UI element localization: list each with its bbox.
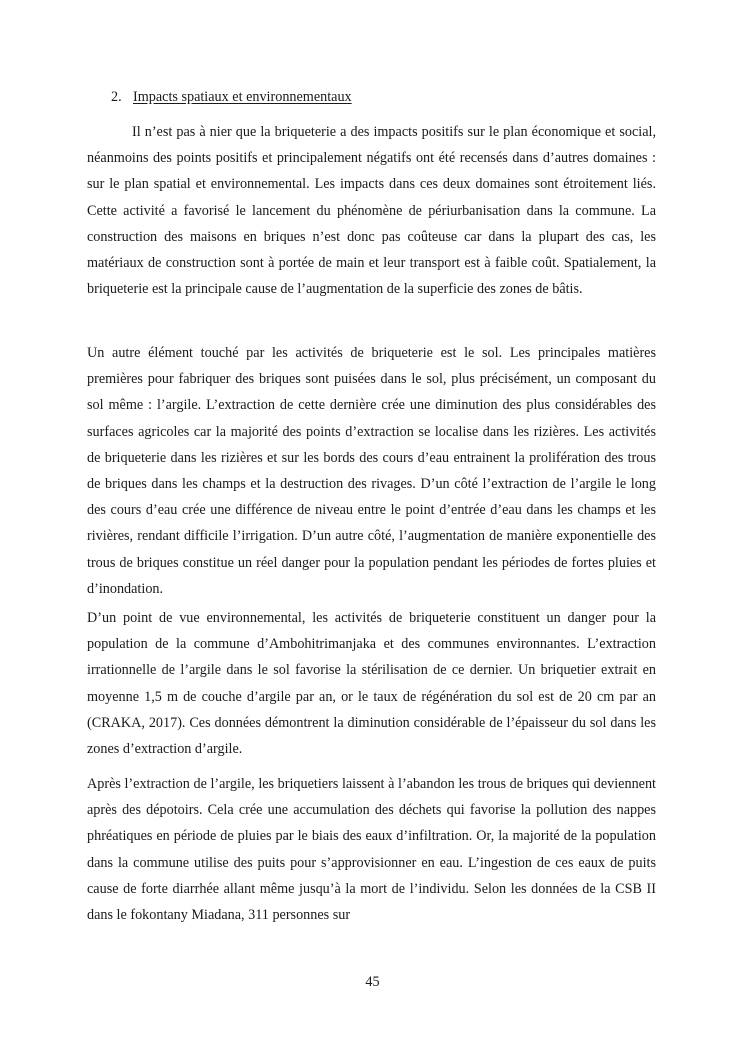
paragraph-environmental-impacts [87,605,656,762]
page-number: 45 [365,974,380,990]
paragraph-spatial-impacts [87,119,656,302]
section-heading [111,89,352,106]
paragraph-water-pollution [87,771,656,928]
paragraph-text: Un autre élément touché par les activités de briqueterie est le sol. Les principales matières premières pour fabriquer des briques sont puisées dans le sol, plus précisément, un composant du sol même : l’argile. L’extraction de cette dernière crée une diminution des plus considérables des surfaces agricoles car la majorité des points d’extraction se localise dans les rizières. Les activités de briqueterie dans les rizières et sur les bords des cours d’eau entrainent la prolifération des trous de briques dans les champs et la destruction des rivages. D’un côté l’extraction de l’argile le long des cours d’eau crée une différence de niveau entre le point d’entrée d’eau dans les champs et les rivières, rendant difficile l’irrigation. D’un autre côté, l’augmentation de manière exponentielle des trous de briques constitue un réel danger pour la population pendant les périodes de fortes pluies et d’inondation. [87,345,656,597]
paragraph-text: D’un point de vue environnemental, les activités de briqueterie constituent un danger pour la population de la commune d’Ambohitrimanjaka et des communes environnantes. L’extraction irrationnelle de l’argile dans le sol favorise la stérilisation de ce dernier. Un briquetier extrait en moyenne 1,5 m de couche d’argile par an, or le taux de régénération du sol est de 20 cm par an (CRAKA, 2017). Ces données démontrent la diminution considérable de l’épaisseur du sol dans les zones d’extraction d’argile. [87,610,656,758]
paragraph-text: Il n’est pas à nier que la briqueterie a des impacts positifs sur le plan économique et social, néanmoins des points positifs et principalement négatifs ont été recensés dans d’autres domaines : sur le plan spatial et environnemental. Les impacts dans ces deux domaines sont étroitement liés. Cette activité a favorisé le lancement du phénomène de périurbanisation dans la commune. La construction des maisons en briques n’est donc pas coûteuse car dans la plupart des cas, les matériaux de construction sont à portée de main et leur transport est à faible coût. Spatialement, la briqueterie est la principale cause de l’augmentation de la superficie des zones de bâtis. [87,124,656,298]
section-title: Impacts spatiaux et environnementaux [133,89,352,105]
paragraph-text: Après l’extraction de l’argile, les briquetiers laissent à l’abandon les trous de briques qui deviennent après des dépotoirs. Cela crée une accumulation des déchets qui favorise la pollution des nappes phréatiques en période de pluies par le biais des eaux d’infiltration. Or, la majorité de la population dans la commune utilise des puits pour s’approvisionner en eau. L’ingestion de ces eaux de puits cause de forte diarrhée allant même jusqu’à la mort de l’individu. Selon les données de la CSB II dans le fokontany Miadana, 311 personnes sur [87,776,656,924]
paragraph-soil-impacts [87,340,656,602]
section-number: 2. [111,89,122,105]
